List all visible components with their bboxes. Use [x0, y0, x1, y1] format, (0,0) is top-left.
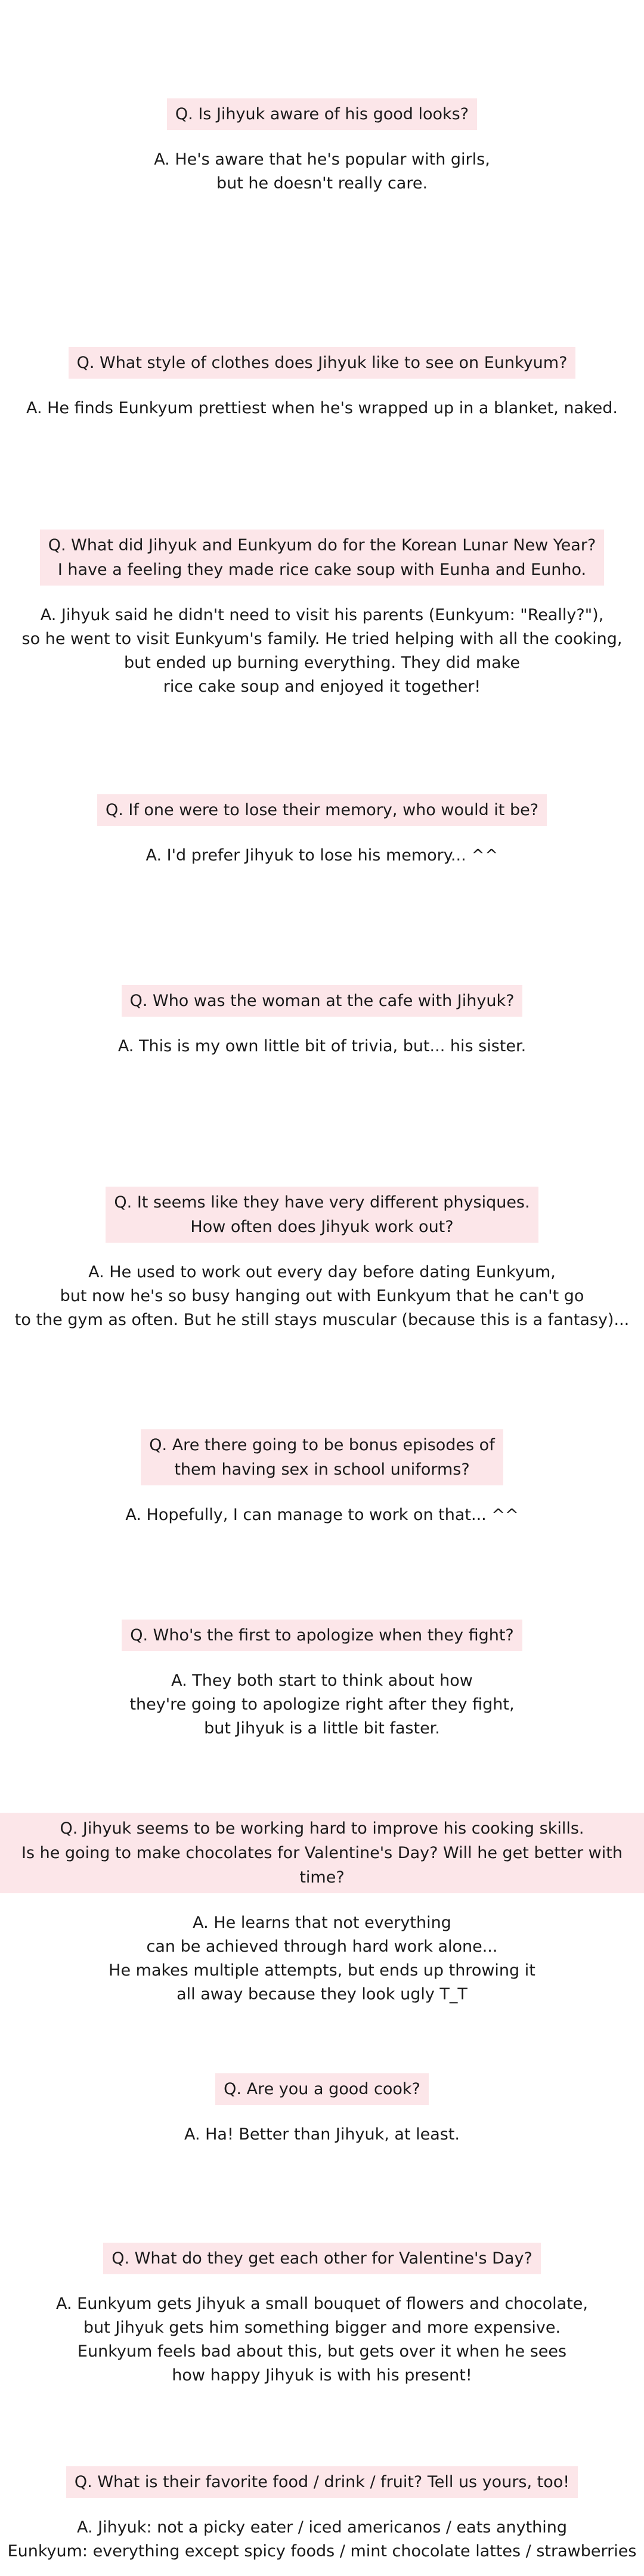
answer: A. He learns that not everything can be achieved through hard work alone... He makes multiple attempts, but ends up throwing it all away because they look ugly T_T: [109, 1914, 535, 2004]
answer: A. They both start to think about how they're going to apologize right after they fight, but Jihyuk is a little bit faster.: [129, 1671, 515, 1738]
question: Q. Who's the first to apologize when they fight?: [122, 1620, 522, 1651]
answer: A. He's aware that he's popular with girls, but he doesn't really care.: [154, 150, 490, 193]
question: Q. Are you a good cook?: [215, 2073, 429, 2105]
answer: A. He finds Eunkyum prettiest when he's wrapped up in a blanket, naked.: [26, 399, 618, 417]
answer: A. This is my own little bit of trivia, but... his sister.: [117, 1037, 527, 1055]
answer: A. He used to work out every day before dating Eunkyum, but now he's so busy hanging out with Eunkyum that he can't go to the gym as often. But he still stays muscular (because this is a fantasy)...: [14, 1263, 630, 1329]
qa-item: [0, 530, 644, 699]
question: Q. Are there going to be bonus episodes of them having sex in school uniforms?: [141, 1429, 503, 1485]
qa-item: [0, 1429, 644, 1527]
qa-item: [0, 98, 644, 196]
qa-item: [0, 2466, 644, 2563]
qa-item: [0, 794, 644, 868]
question: Q. It seems like they have very different physiques. How often does Jihyuk work out?: [106, 1187, 538, 1243]
answer: A. I'd prefer Jihyuk to lose his memory... ^^: [145, 846, 499, 865]
answer: A. Hopefully, I can manage to work on that... ^^: [125, 1506, 519, 1524]
question: Q. Jihyuk seems to be working hard to improve his cooking skills. Is he going to make chocolates for Valentine's Day? Will he get better with time?: [0, 1813, 644, 1893]
answer: A. Ha! Better than Jihyuk, at least.: [184, 2125, 460, 2144]
qa-item: [0, 1813, 644, 2007]
question: Q. If one were to lose their memory, who would it be?: [97, 794, 547, 826]
answer: A. Eunkyum gets Jihyuk a small bouquet of flowers and chocolate, but Jihyuk gets him something bigger and more expensive. Eunkyum feels bad about this, but gets over it when he sees how happy Jihyuk is with his present!: [55, 2295, 588, 2385]
answer: A. Jihyuk said he didn't need to visit his parents (Eunkyum: "Really?"), so he went to visit Eunkyum's family. He tried helping with all the cooking, but ended up burning everything. They did make rice cake soup and enjoyed it together!: [21, 606, 623, 696]
qa-item: [0, 1620, 644, 1741]
question: Q. What is their favorite food / drink / fruit? Tell us yours, too!: [66, 2466, 578, 2498]
qa-item: [0, 1187, 644, 1332]
question: Q. Who was the woman at the cafe with Jihyuk?: [122, 985, 523, 1017]
qa-item: [0, 347, 644, 420]
question: Q. What did Jihyuk and Eunkyum do for the Korean Lunar New Year? I have a feeling they made rice cake soup with Eunha and Eunho.: [40, 530, 605, 586]
qa-item: [0, 2243, 644, 2388]
question: Q. Is Jihyuk aware of his good looks?: [167, 98, 477, 130]
question: Q. What do they get each other for Valentine's Day?: [103, 2243, 541, 2274]
qa-item: [0, 2073, 644, 2147]
question: Q. What style of clothes does Jihyuk like to see on Eunkyum?: [69, 347, 576, 379]
answer: A. Jihyuk: not a picky eater / iced americanos / eats anything Eunkyum: everything except spicy foods / mint chocolate lattes / strawberries: [7, 2518, 637, 2560]
qa-item: [0, 985, 644, 1058]
